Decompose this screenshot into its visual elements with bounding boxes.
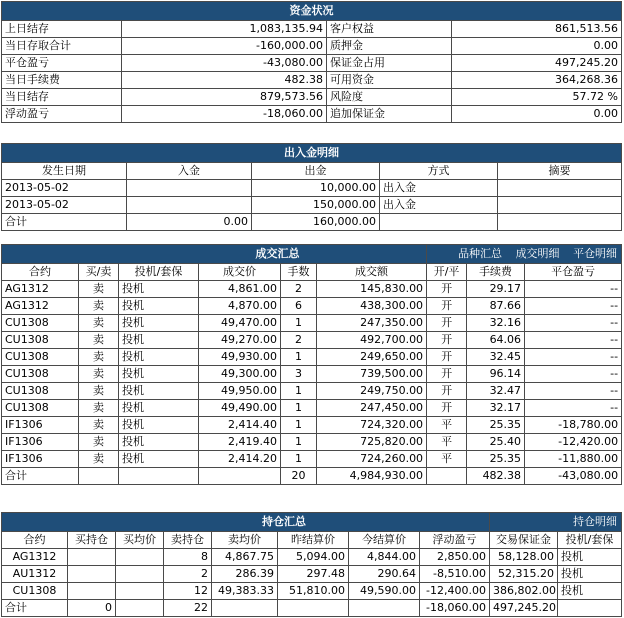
trade-row-cell: -18,780.00	[525, 417, 622, 434]
cash-row-cell: 2013-05-02	[2, 197, 127, 214]
trade-row-cell: 2,414.40	[199, 417, 281, 434]
position-row-cell: AU1312	[2, 566, 68, 583]
trade-row-cell: 投机	[119, 332, 199, 349]
trade-row-cell: 25.35	[467, 451, 525, 468]
trade-row-cell: 29.17	[467, 281, 525, 298]
fund-row-cell: 保证金占用	[327, 55, 452, 72]
trade-row-cell: --	[525, 383, 622, 400]
position-header-row-cell: 浮动盈亏	[420, 532, 490, 549]
cash-flow-table	[1, 143, 622, 231]
position-total-row-cell	[278, 600, 349, 617]
cash-row-cell: 10,000.00	[252, 180, 380, 197]
trade-row	[2, 383, 622, 400]
fund-row-cell: 风险度	[327, 89, 452, 106]
trade-row	[2, 451, 622, 468]
fund-row-cell: 497,245.20	[452, 55, 622, 72]
trade-row-cell: 2,414.20	[199, 451, 281, 468]
cash-total-row-cell: 0.00	[127, 214, 252, 231]
trade-row-cell: 开	[427, 400, 467, 417]
position-row	[2, 549, 622, 566]
trade-row	[2, 434, 622, 451]
trade-row-cell: 投机	[119, 366, 199, 383]
cash-header-row-cell: 出金	[252, 163, 380, 180]
trade-row	[2, 349, 622, 366]
trade-row	[2, 400, 622, 417]
position-header-row-cell: 买持仓	[68, 532, 116, 549]
position-row-cell: 58,128.00	[490, 549, 558, 566]
position-row-cell: 投机	[558, 583, 622, 600]
trade-row-cell: 投机	[119, 383, 199, 400]
fund-row-cell: 上日结存	[2, 21, 122, 38]
trade-header-row-cell: 买/卖	[79, 264, 119, 281]
fund-row	[2, 38, 622, 55]
trade-header-row	[2, 264, 622, 281]
trade-row-cell: 64.06	[467, 332, 525, 349]
trade-row-cell: CU1308	[2, 332, 79, 349]
fund-row-cell: 当日手续费	[2, 72, 122, 89]
position-row-cell	[68, 583, 116, 600]
cash-header-row-cell: 摘要	[498, 163, 622, 180]
trade-total-row-cell: 20	[281, 468, 317, 485]
trade-row-cell: 投机	[119, 451, 199, 468]
position-header-row-cell: 合约	[2, 532, 68, 549]
trade-row-cell: --	[525, 315, 622, 332]
fund-row	[2, 55, 622, 72]
trade-total-row-cell	[119, 468, 199, 485]
trade-row-cell: 6	[281, 298, 317, 315]
trade-header-row-cell: 开/平	[427, 264, 467, 281]
trade-row-cell: 投机	[119, 349, 199, 366]
position-row-cell: 2	[164, 566, 212, 583]
trade-summary-links	[427, 245, 622, 264]
trade-row-cell: --	[525, 349, 622, 366]
cash-row-cell: 出入金	[380, 180, 498, 197]
trade-total-row-cell: 4,984,930.00	[317, 468, 427, 485]
trade-row-cell: 1	[281, 383, 317, 400]
fund-row-cell: 0.00	[452, 106, 622, 123]
trade-row-cell: 725,820.00	[317, 434, 427, 451]
fund-row	[2, 106, 622, 123]
position-row-cell: 8	[164, 549, 212, 566]
fund-row-cell: 57.72 %	[452, 89, 622, 106]
position-header-row-cell: 卖均价	[212, 532, 278, 549]
trade-row-cell: 1	[281, 349, 317, 366]
trade-header-row-cell: 成交价	[199, 264, 281, 281]
trade-row-cell: IF1306	[2, 417, 79, 434]
trade-row-cell: 开	[427, 281, 467, 298]
trade-header-row-cell: 成交额	[317, 264, 427, 281]
cash-header-row-cell: 发生日期	[2, 163, 127, 180]
trade-row-cell: 96.14	[467, 366, 525, 383]
trade-header-row-cell: 平仓盈亏	[525, 264, 622, 281]
trade-row-cell: -12,420.00	[525, 434, 622, 451]
position-total-row-cell	[558, 600, 622, 617]
cash-row	[2, 180, 622, 197]
fund-row-cell: 可用资金	[327, 72, 452, 89]
cash-total-row-cell: 160,000.00	[252, 214, 380, 231]
cash-row-cell	[498, 180, 622, 197]
trade-header-row-cell: 投机/套保	[119, 264, 199, 281]
trade-row-cell: 49,930.00	[199, 349, 281, 366]
trade-row-cell: IF1306	[2, 434, 79, 451]
trade-row-cell: 投机	[119, 298, 199, 315]
trade-row-cell: 卖	[79, 400, 119, 417]
trade-row-cell: 739,500.00	[317, 366, 427, 383]
trade-row-cell: 49,300.00	[199, 366, 281, 383]
position-header-row-cell: 投机/套保	[558, 532, 622, 549]
trade-row-cell: 开	[427, 332, 467, 349]
trade-total-row-cell: -43,080.00	[525, 468, 622, 485]
position-header-row-cell: 昨结算价	[278, 532, 349, 549]
trade-row-cell: 145,830.00	[317, 281, 427, 298]
position-header-row	[2, 532, 622, 549]
trade-row-cell: 卖	[79, 298, 119, 315]
trade-row-cell: 卖	[79, 417, 119, 434]
link-position-detail[interactable]: 持仓明细	[490, 513, 622, 532]
trade-row-cell: 247,450.00	[317, 400, 427, 417]
trade-header-row-cell: 手续费	[467, 264, 525, 281]
fund-row-cell: 当日存取合计	[2, 38, 122, 55]
trade-row-cell: --	[525, 332, 622, 349]
fund-row-cell: 364,268.36	[452, 72, 622, 89]
fund-row-cell: 质押金	[327, 38, 452, 55]
trade-row-cell: 卖	[79, 349, 119, 366]
trade-row-cell: --	[525, 366, 622, 383]
cash-total-row-cell	[498, 214, 622, 231]
trade-row-cell: IF1306	[2, 451, 79, 468]
trade-row-cell: CU1308	[2, 400, 79, 417]
trade-row-cell: -11,880.00	[525, 451, 622, 468]
trade-row-cell: 开	[427, 349, 467, 366]
trade-row-cell: CU1308	[2, 349, 79, 366]
trade-row-cell: --	[525, 281, 622, 298]
cash-total-row	[2, 214, 622, 231]
trade-row-cell: 3	[281, 366, 317, 383]
trade-row-cell: 1	[281, 434, 317, 451]
position-total-row-cell	[116, 600, 164, 617]
trade-total-row-cell	[199, 468, 281, 485]
position-row	[2, 583, 622, 600]
trade-row-cell: 2	[281, 332, 317, 349]
cash-row-cell: 150,000.00	[252, 197, 380, 214]
trade-row-cell: 1	[281, 417, 317, 434]
trade-row	[2, 366, 622, 383]
link-close-detail[interactable]: 平仓明细	[573, 247, 618, 260]
fund-row	[2, 72, 622, 89]
trade-row-cell: 49,950.00	[199, 383, 281, 400]
position-row-cell: 4,867.75	[212, 549, 278, 566]
fund-row-cell: 浮动盈亏	[2, 106, 122, 123]
link-variety-summary[interactable]: 品种汇总	[458, 247, 503, 260]
trade-row-cell: 投机	[119, 434, 199, 451]
trade-row-cell: 开	[427, 298, 467, 315]
cash-header-row-cell: 方式	[380, 163, 498, 180]
position-total-row	[2, 600, 622, 617]
cash-row-cell: 2013-05-02	[2, 180, 127, 197]
trade-row-cell: 32.17	[467, 400, 525, 417]
position-header-row-cell: 今结算价	[349, 532, 420, 549]
trade-row-cell: AG1312	[2, 281, 79, 298]
trade-row-cell: 投机	[119, 400, 199, 417]
trade-row-cell: 卖	[79, 434, 119, 451]
cash-header-row	[2, 163, 622, 180]
position-row-cell: AG1312	[2, 549, 68, 566]
fund-row-cell: 1,083,135.94	[122, 21, 327, 38]
trade-total-row-cell: 合计	[2, 468, 79, 485]
position-row-cell	[116, 549, 164, 566]
trade-row-cell: 49,470.00	[199, 315, 281, 332]
trade-row-cell: 2,419.40	[199, 434, 281, 451]
position-row-cell	[116, 583, 164, 600]
cash-row-cell	[498, 197, 622, 214]
cash-flow-title: 出入金明细	[2, 144, 622, 163]
trade-row-cell: 投机	[119, 417, 199, 434]
fund-row-cell: 追加保证金	[327, 106, 452, 123]
trade-row-cell: 1	[281, 400, 317, 417]
fund-status-table	[1, 1, 622, 123]
trade-row-cell: 49,490.00	[199, 400, 281, 417]
position-total-row-cell	[349, 600, 420, 617]
trade-total-row-cell	[427, 468, 467, 485]
position-row-cell	[116, 566, 164, 583]
trade-header-row-cell: 合约	[2, 264, 79, 281]
fund-row-cell: 482.38	[122, 72, 327, 89]
trade-summary-title: 成交汇总	[2, 245, 427, 264]
trade-row-cell: CU1308	[2, 366, 79, 383]
trade-row	[2, 298, 622, 315]
position-header-row-cell: 买均价	[116, 532, 164, 549]
position-row-cell: 12	[164, 583, 212, 600]
trade-row-cell: 724,320.00	[317, 417, 427, 434]
position-total-row-cell: 497,245.20	[490, 600, 558, 617]
position-header-row-cell: 卖持仓	[164, 532, 212, 549]
position-row-cell: 297.48	[278, 566, 349, 583]
trade-row-cell: 32.47	[467, 383, 525, 400]
trade-row-cell: 247,350.00	[317, 315, 427, 332]
trade-row-cell: 492,700.00	[317, 332, 427, 349]
fund-row-cell: 0.00	[452, 38, 622, 55]
fund-row-cell: -43,080.00	[122, 55, 327, 72]
trade-row-cell: 平	[427, 434, 467, 451]
position-row	[2, 566, 622, 583]
position-row-cell	[68, 549, 116, 566]
position-row-cell: 投机	[558, 566, 622, 583]
fund-row	[2, 89, 622, 106]
cash-total-row-cell	[380, 214, 498, 231]
trade-row-cell: --	[525, 298, 622, 315]
fund-row	[2, 21, 622, 38]
trade-row-cell: 724,260.00	[317, 451, 427, 468]
position-row-cell: 4,844.00	[349, 549, 420, 566]
trade-row-cell: CU1308	[2, 383, 79, 400]
trade-row-cell: 卖	[79, 366, 119, 383]
trade-row-cell: 25.40	[467, 434, 525, 451]
fund-row-cell: -160,000.00	[122, 38, 327, 55]
position-row-cell: 290.64	[349, 566, 420, 583]
position-total-row-cell: 22	[164, 600, 212, 617]
position-row-cell: 2,850.00	[420, 549, 490, 566]
cash-total-row-cell: 合计	[2, 214, 127, 231]
position-row-cell: -12,400.00	[420, 583, 490, 600]
trade-row-cell: 87.66	[467, 298, 525, 315]
trade-row-cell: 投机	[119, 281, 199, 298]
fund-row-cell: 当日结存	[2, 89, 122, 106]
trade-row-cell: 投机	[119, 315, 199, 332]
position-row-cell: 49,383.33	[212, 583, 278, 600]
trade-row-cell: 平	[427, 417, 467, 434]
position-row-cell	[68, 566, 116, 583]
trade-row-cell: 1	[281, 451, 317, 468]
trade-row	[2, 417, 622, 434]
trade-row-cell: 4,870.00	[199, 298, 281, 315]
position-row-cell: 5,094.00	[278, 549, 349, 566]
position-row-cell: 286.39	[212, 566, 278, 583]
trade-row	[2, 281, 622, 298]
position-row-cell: 386,802.00	[490, 583, 558, 600]
trade-row-cell: 249,650.00	[317, 349, 427, 366]
cash-header-row-cell: 入金	[127, 163, 252, 180]
position-total-row-cell: -18,060.00	[420, 600, 490, 617]
position-summary-table	[1, 512, 622, 617]
fund-row-cell: -18,060.00	[122, 106, 327, 123]
position-header-row-cell: 交易保证金	[490, 532, 558, 549]
trade-row-cell: 平	[427, 451, 467, 468]
trade-row-cell: 卖	[79, 315, 119, 332]
trade-row-cell: CU1308	[2, 315, 79, 332]
trade-row-cell: 249,750.00	[317, 383, 427, 400]
trade-total-row-cell: 482.38	[467, 468, 525, 485]
trade-row-cell: 卖	[79, 383, 119, 400]
trade-row-cell: 卖	[79, 281, 119, 298]
cash-row-cell: 出入金	[380, 197, 498, 214]
trade-row-cell: 438,300.00	[317, 298, 427, 315]
trade-row-cell: 25.35	[467, 417, 525, 434]
trade-row-cell: --	[525, 400, 622, 417]
position-row-cell: 投机	[558, 549, 622, 566]
trade-row-cell: 32.16	[467, 315, 525, 332]
trade-header-row-cell: 手数	[281, 264, 317, 281]
position-total-row-cell: 0	[68, 600, 116, 617]
trade-row-cell: 开	[427, 366, 467, 383]
link-trade-detail[interactable]: 成交明细	[515, 247, 560, 260]
fund-row-cell: 平仓盈亏	[2, 55, 122, 72]
trade-row	[2, 315, 622, 332]
trade-row-cell: 32.45	[467, 349, 525, 366]
trade-row	[2, 332, 622, 349]
position-total-row-cell	[212, 600, 278, 617]
trade-row-cell: 1	[281, 315, 317, 332]
trade-total-row	[2, 468, 622, 485]
position-row-cell: 49,590.00	[349, 583, 420, 600]
fund-row-cell: 861,513.56	[452, 21, 622, 38]
trade-row-cell: 开	[427, 383, 467, 400]
cash-row	[2, 197, 622, 214]
trade-summary-table	[1, 244, 622, 485]
cash-row-cell	[127, 197, 252, 214]
fund-row-cell: 879,573.56	[122, 89, 327, 106]
position-row-cell: CU1308	[2, 583, 68, 600]
position-total-row-cell: 合计	[2, 600, 68, 617]
trade-row-cell: 卖	[79, 332, 119, 349]
trade-row-cell: 4,861.00	[199, 281, 281, 298]
position-summary-title: 持仓汇总	[2, 513, 490, 532]
fund-row-cell: 客户权益	[327, 21, 452, 38]
position-row-cell: 51,810.00	[278, 583, 349, 600]
position-row-cell: -8,510.00	[420, 566, 490, 583]
trade-row-cell: AG1312	[2, 298, 79, 315]
position-row-cell: 52,315.20	[490, 566, 558, 583]
trade-row-cell: 卖	[79, 451, 119, 468]
cash-row-cell	[127, 180, 252, 197]
trade-row-cell: 49,270.00	[199, 332, 281, 349]
trade-total-row-cell	[79, 468, 119, 485]
fund-status-title: 资金状况	[2, 2, 622, 21]
trade-row-cell: 2	[281, 281, 317, 298]
trade-row-cell: 开	[427, 315, 467, 332]
